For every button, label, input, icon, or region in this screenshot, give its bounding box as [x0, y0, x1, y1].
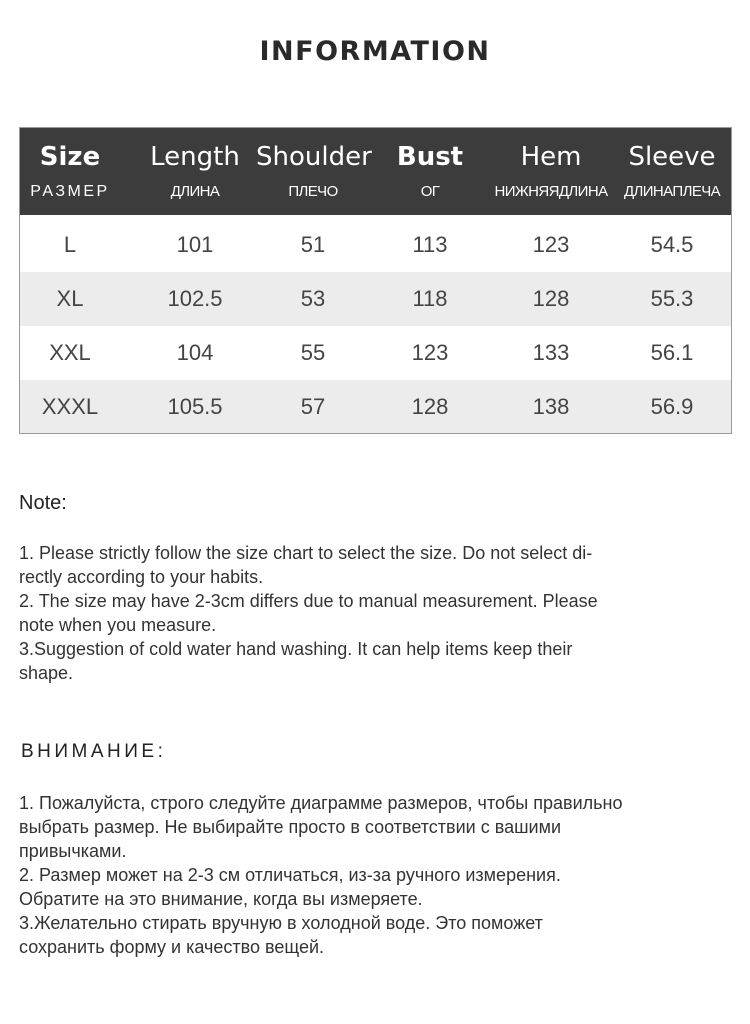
table-cell: 57 — [300, 394, 326, 419]
header-sublabel: ОГ — [420, 183, 440, 200]
table-cell: 51 — [300, 232, 326, 257]
table-cell: 138 — [532, 394, 570, 419]
table-cell: 101 — [176, 232, 214, 257]
note-line: 2. The size may have 2-3cm differs due to manual measurement. Please — [19, 591, 598, 611]
header-label: Sleeve — [628, 142, 716, 172]
attention-heading: ВНИМАНИЕ: — [21, 741, 167, 762]
header-length — [132, 128, 258, 215]
header-sublabel: НИЖНЯЯДЛИНА — [494, 183, 608, 200]
header-sleeve — [616, 128, 728, 215]
note-text — [19, 541, 729, 685]
attention-line: 1. Пожалуйста, строго следуйте диаграмме размеров, чтобы правильно — [19, 793, 623, 813]
header-size — [20, 128, 120, 215]
table-row — [20, 218, 731, 272]
table-cell: XXXL — [41, 394, 99, 419]
table-cell: 118 — [412, 286, 448, 311]
table-row — [20, 326, 731, 380]
header-label: Size — [39, 142, 101, 172]
table-cell: 53 — [300, 286, 326, 311]
note-heading: Note: — [19, 492, 67, 514]
table-cell: 123 — [532, 232, 570, 257]
table-cell: 133 — [532, 340, 570, 365]
size-chart-table — [19, 127, 732, 434]
table-cell: 113 — [412, 232, 448, 257]
note-line: rectly according to your habits. — [19, 567, 264, 587]
header-sublabel: ПЛЕЧО — [288, 183, 338, 200]
table-cell: L — [63, 232, 77, 257]
table-cell: 128 — [532, 286, 570, 311]
attention-line: Обратите на это внимание, когда вы измеряете. — [19, 889, 423, 909]
header-bust — [376, 128, 484, 215]
note-line: 1. Please strictly follow the size chart to select the size. Do not select di- — [19, 543, 593, 563]
note-line: note when you measure. — [19, 615, 217, 635]
header-label: Bust — [396, 142, 464, 172]
table-cell: 56.9 — [650, 394, 694, 419]
header-label: Hem — [520, 142, 582, 172]
table-cell: 102.5 — [167, 286, 223, 311]
attention-line: сохранить форму и качество вещей. — [19, 937, 325, 957]
header-sublabel: ДЛИНАПЛЕЧА — [623, 183, 721, 200]
header-hem — [492, 128, 610, 215]
table-cell: XL — [56, 286, 84, 311]
note-line: shape. — [19, 663, 74, 683]
table-cell: 54.5 — [650, 232, 694, 257]
attention-text — [19, 791, 729, 959]
attention-line: привычками. — [19, 841, 127, 861]
header-sublabel: ДЛИНА — [170, 183, 220, 200]
header-label: Length — [150, 142, 240, 172]
table-cell: 123 — [411, 340, 449, 365]
header-sublabel: РАЗМЕР — [30, 183, 110, 200]
header-label: Shoulder — [256, 142, 372, 172]
note-line: 3.Suggestion of cold water hand washing. It can help items keep their — [19, 639, 573, 659]
table-cell: 104 — [176, 340, 214, 365]
header-shoulder — [256, 128, 370, 215]
table-cell: 128 — [411, 394, 449, 419]
table-header — [20, 128, 731, 215]
table-cell: XXL — [49, 340, 91, 365]
attention-line: 2. Размер может на 2-3 см отличаться, из-за ручного измерения. — [19, 865, 561, 885]
attention-line: выбрать размер. Не выбирайте просто в соответствии с вашими — [19, 817, 562, 837]
table-cell: 105.5 — [167, 394, 223, 419]
table-cell: 56.1 — [650, 340, 694, 365]
table-row — [20, 380, 731, 434]
table-row — [20, 272, 731, 326]
page-title: INFORMATION — [259, 36, 491, 67]
table-cell: 55.3 — [650, 286, 694, 311]
table-cell: 55 — [300, 340, 326, 365]
attention-line: 3.Желательно стирать вручную в холодной воде. Это поможет — [19, 913, 543, 933]
